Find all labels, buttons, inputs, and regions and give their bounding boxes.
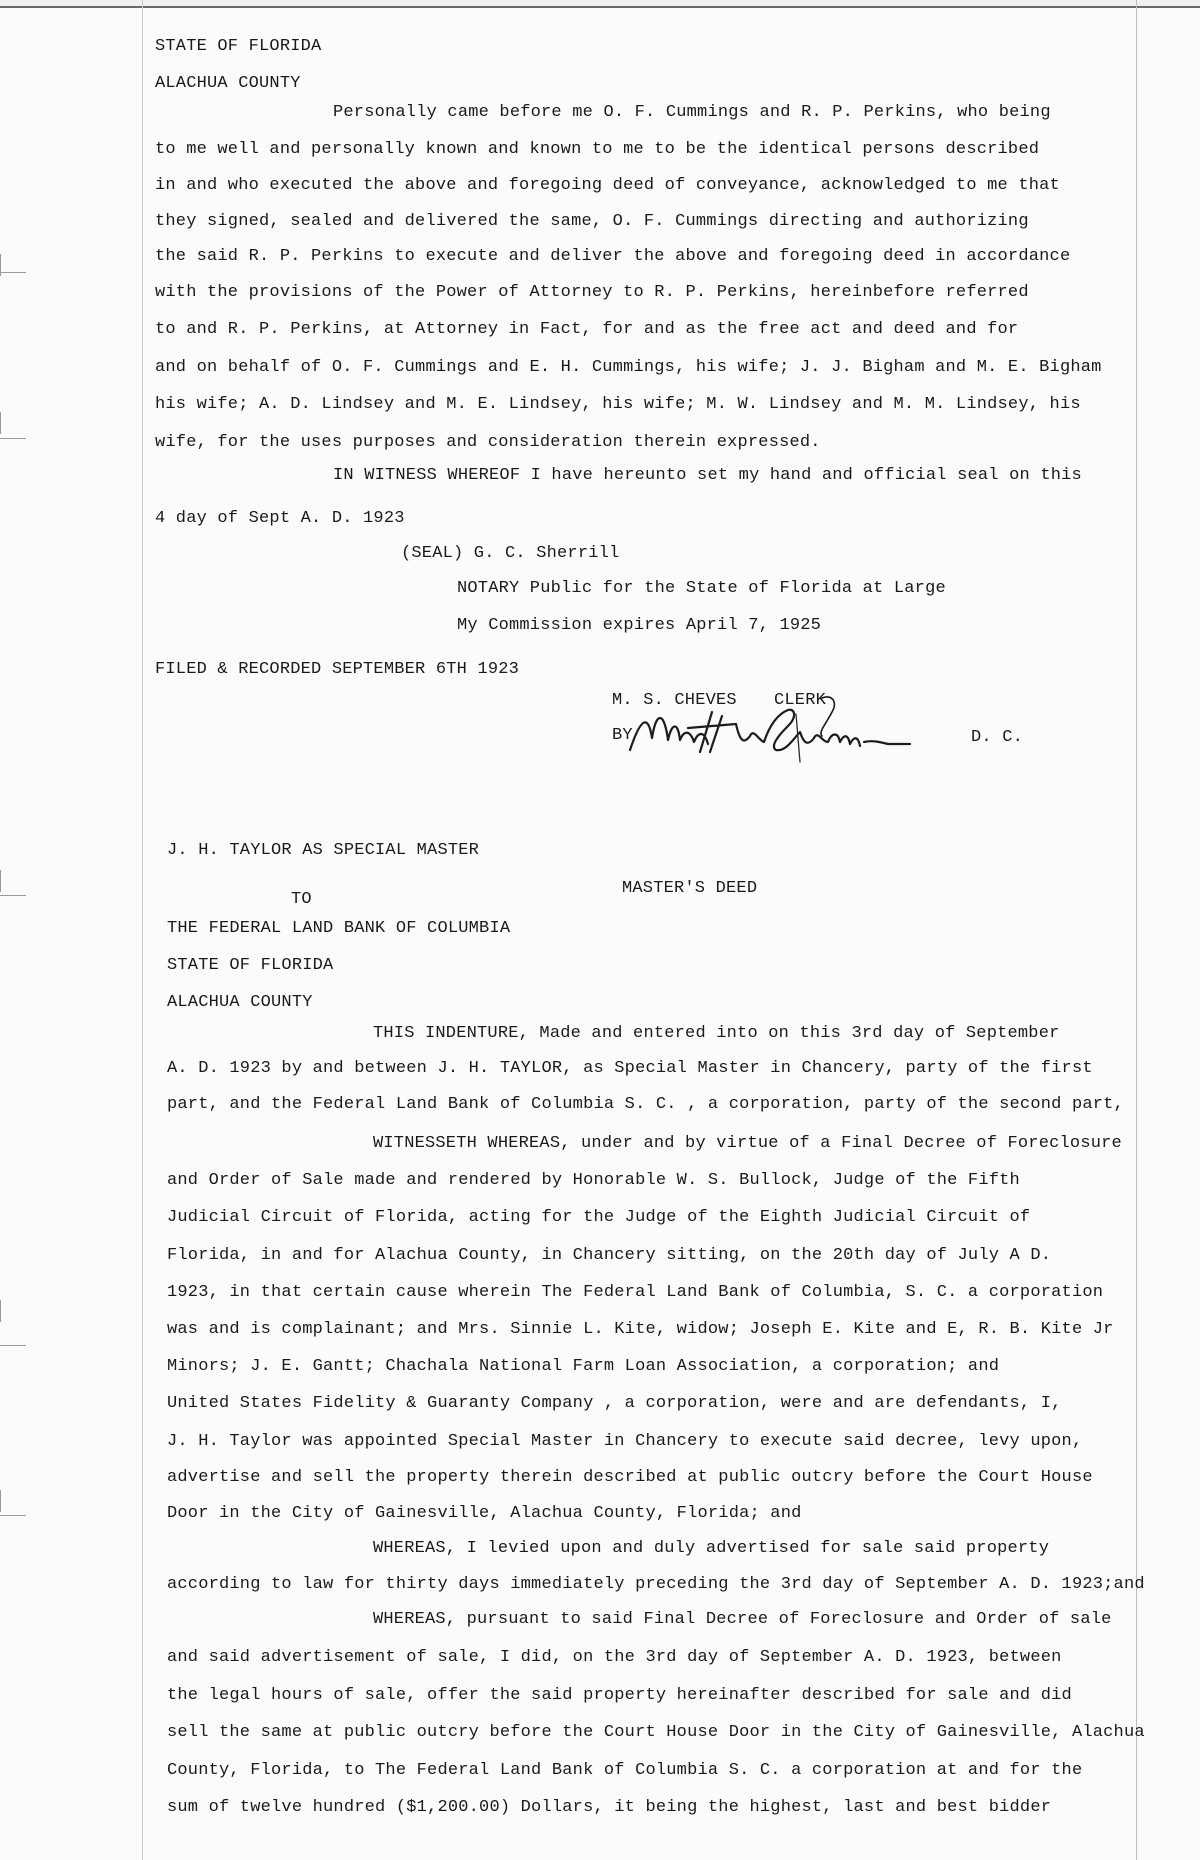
text-line: sum of twelve hundred ($1,200.00) Dollars, it being the highest, last and best bidder — [167, 1798, 1052, 1817]
commission-line: My Commission expires April 7, 1925 — [457, 616, 822, 635]
heading-county: ALACHUA COUNTY — [155, 74, 301, 93]
text-line: was and is complainant; and Mrs. Sinnie L. Kite, widow; Joseph E. Kite and E, R. B. Kite Jr — [167, 1320, 1114, 1339]
deed-state: STATE OF FLORIDA — [167, 956, 334, 975]
text-line: part, and the Federal Land Bank of Columbia S. C. , a corporation, party of the second part, — [167, 1095, 1124, 1114]
text-line: advertise and sell the property therein described at public outcry before the Court House — [167, 1468, 1093, 1487]
deed-county: ALACHUA COUNTY — [167, 993, 313, 1012]
text-line: WITNESSETH WHEREAS, under and by virtue of a Final Decree of Foreclosure — [373, 1134, 1122, 1153]
top-border — [0, 0, 1200, 8]
binding-mark — [0, 895, 26, 896]
text-line: Judicial Circuit of Florida, acting for the Judge of the Eighth Judicial Circuit of — [167, 1208, 1031, 1227]
deed-grantor: J. H. TAYLOR AS SPECIAL MASTER — [167, 841, 480, 860]
text-line: A. D. 1923 by and between J. H. TAYLOR, as Special Master in Chancery, party of the first — [167, 1059, 1093, 1078]
clerk-name: M. S. CHEVES — [612, 691, 737, 710]
text-line: Minors; J. E. Gantt; Chachala National Farm Loan Association, a corporation; and — [167, 1357, 1000, 1376]
text-line: according to law for thirty days immediately preceding the 3rd day of September A. D. 1923;and — [167, 1575, 1145, 1594]
binding-mark — [0, 1490, 1, 1512]
notary-name: (SEAL) G. C. Sherrill — [401, 544, 620, 563]
text-line: and said advertisement of sale, I did, on the 3rd day of September A. D. 1923, between — [167, 1648, 1062, 1667]
date-line: 4 day of Sept A. D. 1923 — [155, 509, 405, 528]
text-line: they signed, sealed and delivered the same, O. F. Cummings directing and authorizing — [155, 212, 1029, 231]
deed-to: TO — [291, 890, 312, 909]
text-line: to me well and personally known and known to me to be the identical persons described — [155, 140, 1040, 159]
text-line: Door in the City of Gainesville, Alachua County, Florida; and — [167, 1504, 802, 1523]
text-line: 1923, in that certain cause wherein The Federal Land Bank of Columbia, S. C. a corporation — [167, 1283, 1104, 1302]
binding-mark — [0, 254, 1, 276]
text-line: with the provisions of the Power of Attorney to R. P. Perkins, hereinbefore referred — [155, 283, 1029, 302]
text-line: Personally came before me O. F. Cummings and R. P. Perkins, who being — [333, 103, 1051, 122]
text-line: County, Florida, to The Federal Land Bank of Columbia S. C. a corporation at and for the — [167, 1761, 1083, 1780]
by-label: BY — [612, 726, 633, 745]
text-line: WHEREAS, pursuant to said Final Decree of Foreclosure and Order of sale — [373, 1610, 1112, 1629]
text-line: the legal hours of sale, offer the said property hereinafter described for sale and did — [167, 1686, 1072, 1705]
text-line: and on behalf of O. F. Cummings and E. H. Cummings, his wife; J. J. Bigham and M. E. Bigham — [155, 358, 1102, 377]
notary-title: NOTARY Public for the State of Florida at Large — [457, 579, 946, 598]
deputy-clerk-label: D. C. — [971, 728, 1024, 747]
binding-mark — [0, 412, 1, 434]
text-line: to and R. P. Perkins, at Attorney in Fact, for and as the free act and deed and for — [155, 320, 1019, 339]
text-line: the said R. P. Perkins to execute and deliver the above and foregoing deed in accordance — [155, 247, 1071, 266]
text-line: sell the same at public outcry before the Court House Door in the City of Gainesville, Alachua — [167, 1723, 1145, 1742]
binding-mark — [0, 1345, 26, 1346]
text-line: United States Fidelity & Guaranty Company , a corporation, were and are defendants, I, — [167, 1394, 1062, 1413]
text-line: and Order of Sale made and rendered by Honorable W. S. Bullock, Judge of the Fifth — [167, 1171, 1020, 1190]
left-margin-line — [142, 0, 143, 1860]
witness-line: IN WITNESS WHEREOF I have hereunto set my hand and official seal on this — [333, 466, 1082, 485]
binding-mark — [0, 438, 26, 439]
text-line: in and who executed the above and foregoing deed of conveyance, acknowledged to me that — [155, 176, 1060, 195]
text-line: wife, for the uses purposes and consideration therein expressed. — [155, 433, 821, 452]
deed-title: MASTER'S DEED — [622, 879, 758, 898]
filed-recorded-line: FILED & RECORDED SEPTEMBER 6TH 1923 — [155, 660, 520, 679]
clerk-title: CLERK — [774, 691, 827, 710]
text-line: WHEREAS, I levied upon and duly advertised for sale said property — [373, 1539, 1050, 1558]
binding-mark — [0, 1300, 1, 1322]
handwritten-signature — [618, 692, 938, 772]
text-line: his wife; A. D. Lindsey and M. E. Lindsey, his wife; M. W. Lindsey and M. M. Lindsey, his — [155, 395, 1081, 414]
binding-mark — [0, 870, 1, 892]
text-line: THIS INDENTURE, Made and entered into on this 3rd day of September — [373, 1024, 1060, 1043]
binding-mark — [0, 1515, 26, 1516]
text-line: Florida, in and for Alachua County, in Chancery sitting, on the 20th day of July A D. — [167, 1246, 1052, 1265]
binding-mark — [0, 272, 26, 273]
deed-grantee: THE FEDERAL LAND BANK OF COLUMBIA — [167, 919, 511, 938]
heading-state: STATE OF FLORIDA — [155, 37, 322, 56]
text-line: J. H. Taylor was appointed Special Master in Chancery to execute said decree, levy upon, — [167, 1432, 1083, 1451]
